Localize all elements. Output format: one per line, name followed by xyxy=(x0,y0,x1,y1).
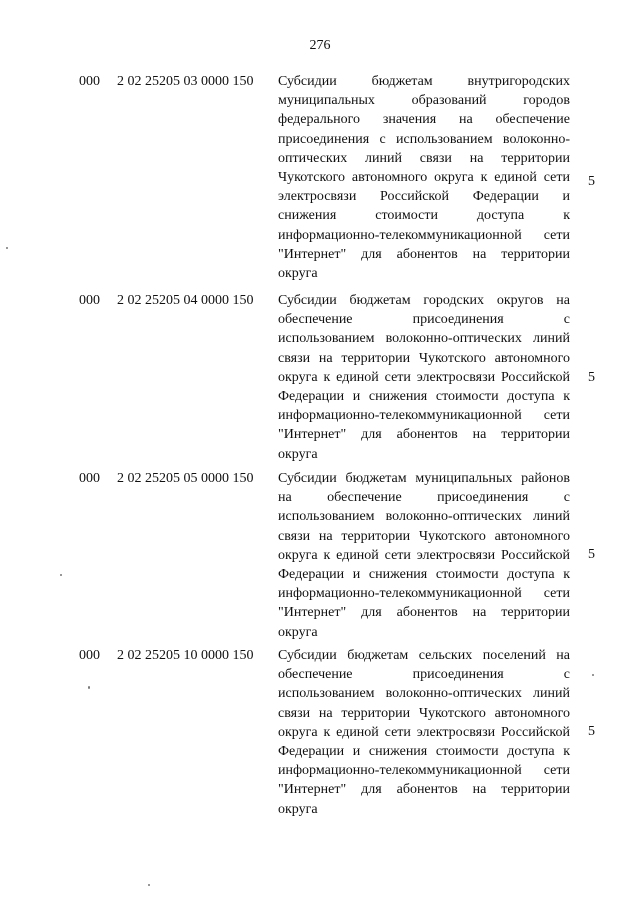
scan-speck xyxy=(6,247,8,249)
description-line: использованием волоконно-оптических линий xyxy=(278,509,570,525)
admin-code: 000 xyxy=(79,293,100,308)
admin-code: 000 xyxy=(79,74,100,89)
description-line: "Интернет" для абонентов на территории xyxy=(278,246,570,262)
description-line: "Интернет" для абонентов на территории xyxy=(278,427,570,443)
description-line: обеспечение присоединения с xyxy=(278,312,570,328)
description-line: связи на территории Чукотского автономного xyxy=(278,705,570,721)
scan-speck xyxy=(148,884,150,886)
row-amount: 5 xyxy=(588,547,595,562)
description-line: Субсидии бюджетам сельских поселений на xyxy=(278,648,570,663)
description-line: связи на территории Чукотского автономного xyxy=(278,528,570,544)
description-line: округа xyxy=(278,624,318,640)
description-line: использованием волоконно-оптических линий xyxy=(278,686,570,702)
row-description xyxy=(278,646,570,819)
description-line: Субсидии бюджетам муниципальных районов xyxy=(278,471,570,486)
description-line: информационно-телекоммуникационной сети xyxy=(278,586,570,602)
scan-speck xyxy=(60,574,62,576)
budget-code: 2 02 25205 04 0000 150 xyxy=(117,293,254,308)
description-line: округа к единой сети электросвязи Российской xyxy=(278,724,570,740)
description-line: электросвязи Российской Федерации и xyxy=(278,189,570,205)
description-line: Федерации и снижения стоимости доступа к xyxy=(278,389,570,405)
description-line: округа к единой сети электросвязи Российской xyxy=(278,547,570,563)
page-number: 276 xyxy=(309,38,331,53)
description-line: обеспечение присоединения с xyxy=(278,667,570,683)
budget-code: 2 02 25205 03 0000 150 xyxy=(117,74,254,89)
description-line: "Интернет" для абонентов на территории xyxy=(278,605,570,621)
row-description xyxy=(278,291,570,464)
row-amount: 5 xyxy=(588,724,595,739)
admin-code: 000 xyxy=(79,648,100,663)
description-line: Федерации и снижения стоимости доступа к xyxy=(278,567,570,583)
description-line: информационно-телекоммуникационной сети xyxy=(278,408,570,424)
description-line: "Интернет" для абонентов на территории xyxy=(278,782,570,798)
budget-code: 2 02 25205 10 0000 150 xyxy=(117,648,254,663)
description-line: муниципальных образований городов xyxy=(278,93,570,109)
description-line: Субсидии бюджетам городских округов на xyxy=(278,293,570,308)
row-description xyxy=(278,469,570,642)
description-line: округа xyxy=(278,801,318,817)
description-line: Чукотского автономного округа к единой сети xyxy=(278,170,570,186)
description-line: использованием волоконно-оптических линий xyxy=(278,331,570,347)
row-amount: 5 xyxy=(588,174,595,189)
description-line: Субсидии бюджетам внутригородских xyxy=(278,74,570,89)
description-line: федерального значения на обеспечение xyxy=(278,112,570,128)
description-line: информационно-телекоммуникационной сети xyxy=(278,227,570,243)
description-line: оптических линий связи на территории xyxy=(278,150,570,166)
description-line: связи на территории Чукотского автономного xyxy=(278,350,570,366)
description-line: информационно-телекоммуникационной сети xyxy=(278,763,570,779)
description-line: округа к единой сети электросвязи Российской xyxy=(278,369,570,385)
description-line: Федерации и снижения стоимости доступа к xyxy=(278,744,570,760)
description-line: присоединения с использованием волоконно- xyxy=(278,131,570,147)
budget-code: 2 02 25205 05 0000 150 xyxy=(117,471,254,486)
row-amount: 5 xyxy=(588,370,595,385)
row-description xyxy=(278,72,570,283)
description-line: на обеспечение присоединения с xyxy=(278,490,570,506)
scan-speck xyxy=(592,674,594,676)
description-line: снижения стоимости доступа к xyxy=(278,208,570,224)
description-line: округа xyxy=(278,446,318,462)
scan-speck xyxy=(88,686,90,689)
admin-code: 000 xyxy=(79,471,100,486)
description-line: округа xyxy=(278,266,318,282)
